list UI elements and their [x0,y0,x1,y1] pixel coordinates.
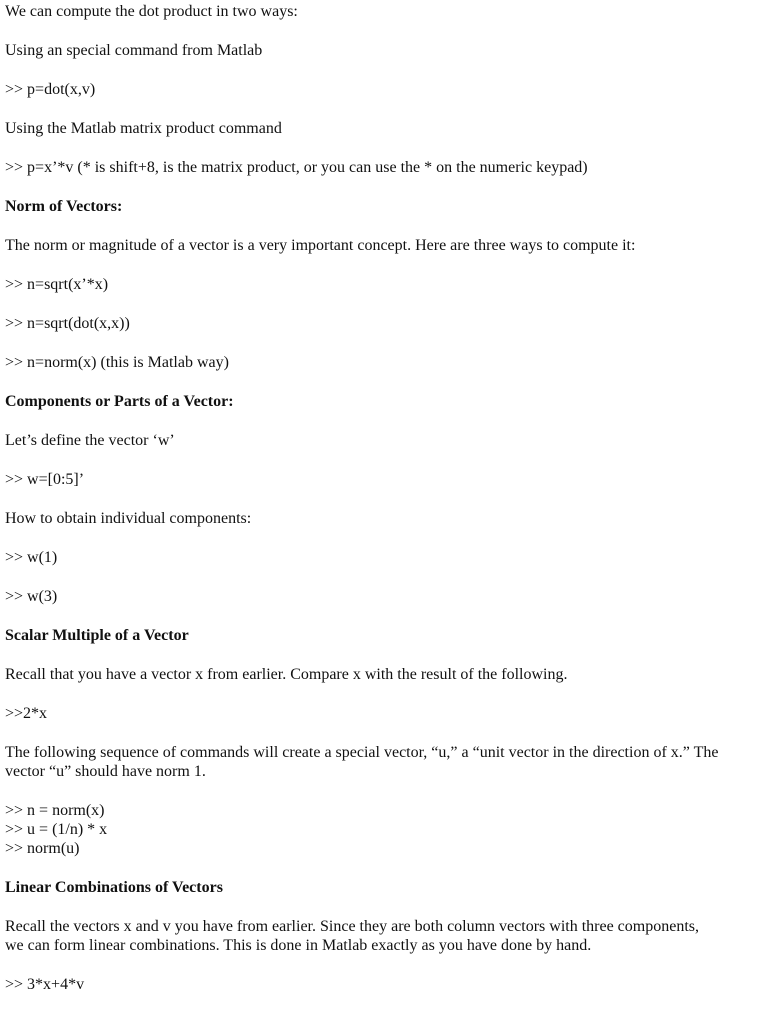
code-matrix-product: >> p=x’*v (* is shift+8, is the matrix product, or you can use the * on the numeric keypad) [5,159,588,176]
code-u: >> u = (1/n) * x [5,821,108,838]
text-special-command: Using an special command from Matlab [5,42,263,59]
code-dot: >> p=dot(x,v) [5,81,96,98]
heading-components: Components or Parts of a Vector: [5,393,234,410]
text-norm-intro: The norm or magnitude of a vector is a very important concept. Here are three ways to compute it: [5,237,636,254]
code-norm-function: >> n=norm(x) (this is Matlab way) [5,354,229,371]
text-dot-product-intro: We can compute the dot product in two ways: [5,3,298,20]
code-n-norm: >> n = norm(x) [5,802,105,819]
text-linear-comb-1: Recall the vectors x and v you have from earlier. Since they are both column vectors with three components, [5,918,699,935]
code-norm-sqrt: >> n=sqrt(x’*x) [5,276,109,293]
text-matrix-product: Using the Matlab matrix product command [5,120,282,137]
text-obtain-components: How to obtain individual components: [5,510,252,527]
code-w1: >> w(1) [5,549,58,566]
code-norm-dot: >> n=sqrt(dot(x,x)) [5,315,130,332]
code-define-w: >> w=[0:5]’ [5,471,85,488]
code-linear-comb: >> 3*x+4*v [5,976,85,993]
text-define-w: Let’s define the vector ‘w’ [5,432,175,449]
text-recall-x: Recall that you have a vector x from earlier. Compare x with the result of the following. [5,666,568,683]
code-norm-u: >> norm(u) [5,840,80,857]
heading-scalar-multiple: Scalar Multiple of a Vector [5,627,189,644]
text-unit-vector-2: vector “u” should have norm 1. [5,763,206,780]
code-w3: >> w(3) [5,588,58,605]
heading-linear-combinations: Linear Combinations of Vectors [5,879,223,896]
heading-norm-of-vectors: Norm of Vectors: [5,198,123,215]
text-unit-vector-1: The following sequence of commands will create a special vector, “u,” a “unit vector in the direction of x.” The [5,744,719,761]
code-2x: >>2*x [5,705,48,722]
text-linear-comb-2: we can form linear combinations. This is done in Matlab exactly as you have done by hand. [5,937,592,954]
